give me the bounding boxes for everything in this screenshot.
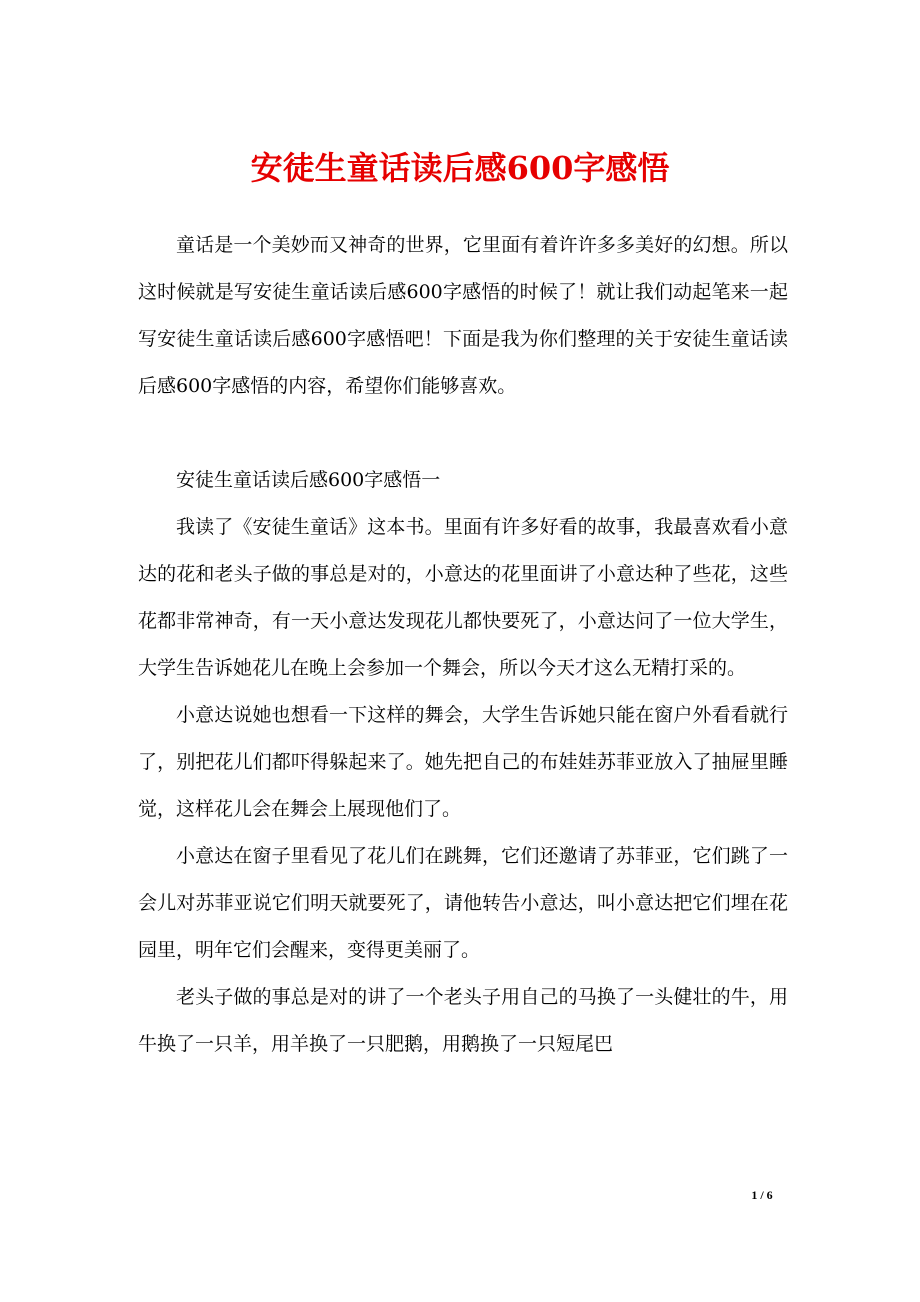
page-number: 1 / 6: [751, 1188, 773, 1202]
body-paragraph: 我读了《安徒生童话》这本书。里面有许多好看的故事，我最喜欢看小意达的花和老头子做的事总是对的，小意达的花里面讲了小意达种了些花，这些花都非常神奇，有一天小意达发现花儿都快要死了，小意达问了一位大学生，大学生告诉她花儿在晚上会参加一个舞会，所以今天才这么无精打采的。: [138, 516, 788, 679]
body-paragraph: 老头子做的事总是对的讲了一个老头子用自己的马换了一头健壮的牛，用牛换了一只羊，用羊换了一只肥鹅，用鹅换了一只短尾巴: [138, 986, 788, 1055]
body-paragraph: 小意达说她也想看一下这样的舞会，大学生告诉她只能在窗户外看看就行了，别把花儿们都吓得躲起来了。她先把自己的布娃娃苏菲亚放入了抽屉里睡觉，这样花儿会在舞会上展现他们了。: [138, 704, 788, 820]
section-heading: 安徒生童话读后感600字感悟一: [176, 469, 441, 491]
document-title: 安徒生童话读后感600字感悟: [250, 149, 670, 187]
body-paragraph: 小意达在窗子里看见了花儿们在跳舞，它们还邀请了苏菲亚，它们跳了一会儿对苏菲亚说它们明天就要死了，请他转告小意达，叫小意达把它们埋在花园里，明年它们会醒来，变得更美丽了。: [138, 845, 788, 961]
intro-paragraph: 童话是一个美妙而又神奇的世界，它里面有着许许多多美好的幻想。所以这时候就是写安徒生童话读后感600字感悟的时候了！就让我们动起笔来一起写安徒生童话读后感600字感悟吧！下面是我为你们整理的关于安徒生童话读后感600字感悟的内容，希望你们能够喜欢。: [138, 234, 788, 397]
document-body: [138, 222, 788, 1068]
